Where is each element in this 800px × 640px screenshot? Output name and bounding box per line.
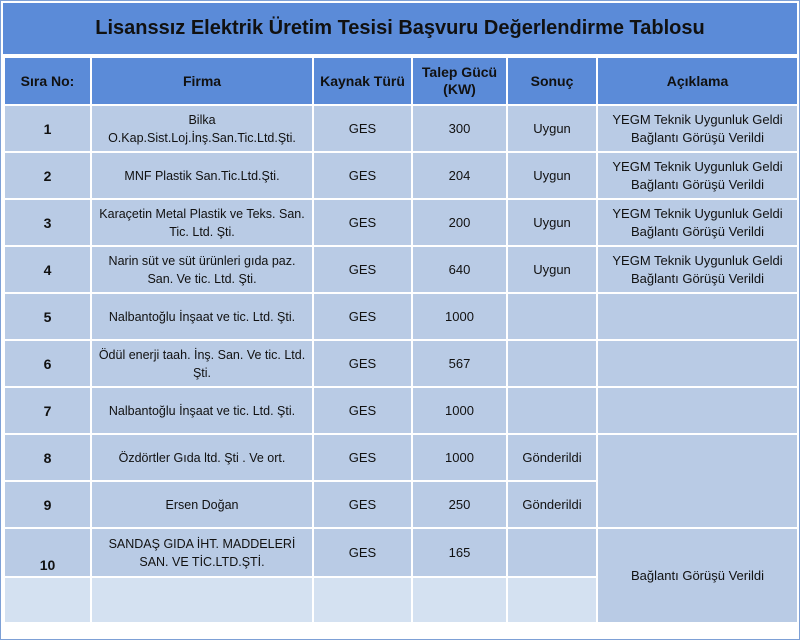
col-header-kaynak: Kaynak Türü — [313, 57, 412, 105]
header-row — [4, 57, 798, 105]
cell-firma: Nalbantoğlu İnşaat ve tic. Ltd. Şti. — [91, 387, 313, 434]
cell-no: 5 — [4, 293, 91, 340]
cell-kaynak: GES — [313, 481, 412, 528]
cell-firma: Ödül enerji taah. İnş. San. Ve tic. Ltd. Şti. — [91, 340, 313, 387]
cell-aciklama — [597, 293, 798, 340]
cell-talep: 1000 — [412, 387, 507, 434]
cell-no: 2 — [4, 152, 91, 199]
cell-talep: 200 — [412, 199, 507, 246]
cell-no: 9 — [4, 481, 91, 528]
table-title: Lisanssız Elektrik Üretim Tesisi Başvuru Değerlendirme Tablosu — [3, 3, 797, 56]
cell-sonuc: Uygun — [507, 199, 597, 246]
table-row — [4, 246, 798, 293]
cell-sonuc: Uygun — [507, 152, 597, 199]
col-header-no: Sıra No: — [4, 57, 91, 105]
table-row — [4, 434, 798, 481]
cell-firma: SANDAŞ GIDA İHT. MADDELERİ SAN. VE TİC.LTD.ŞTİ. — [91, 528, 313, 577]
cell-firma: Bilka O.Kap.Sist.Loj.İnş.San.Tic.Ltd.Şti. — [91, 105, 313, 152]
cell-talep: 204 — [412, 152, 507, 199]
cell-sonuc — [507, 293, 597, 340]
col-header-talep: Talep Gücü (KW) — [412, 57, 507, 105]
cell-sonuc: Uygun — [507, 246, 597, 293]
cell-aciklama: YEGM Teknik Uygunluk Geldi Bağlantı Görüşü Verildi — [597, 105, 798, 152]
cell-sonuc: Gönderildi — [507, 481, 597, 528]
cell-kaynak: GES — [313, 340, 412, 387]
cell-sonuc — [507, 528, 597, 577]
cell-kaynak: GES — [313, 199, 412, 246]
table-row — [4, 387, 798, 434]
cell-talep: 250 — [412, 481, 507, 528]
cell-talep: 1000 — [412, 293, 507, 340]
empty-cell — [4, 577, 91, 623]
cell-talep: 567 — [412, 340, 507, 387]
cell-no: 10 — [4, 528, 91, 577]
empty-cell — [507, 577, 597, 623]
table-row — [4, 293, 798, 340]
cell-sonuc: Uygun — [507, 105, 597, 152]
empty-cell — [91, 577, 313, 623]
cell-aciklama: YEGM Teknik Uygunluk Geldi Bağlantı Görüşü Verildi — [597, 199, 798, 246]
cell-firma: Özdörtler Gıda ltd. Şti . Ve ort. — [91, 434, 313, 481]
cell-sonuc — [507, 387, 597, 434]
cell-kaynak: GES — [313, 246, 412, 293]
empty-cell — [313, 577, 412, 623]
evaluation-table — [3, 56, 799, 624]
cell-talep: 165 — [412, 528, 507, 577]
table-row — [4, 199, 798, 246]
cell-no: 8 — [4, 434, 91, 481]
cell-no: 3 — [4, 199, 91, 246]
table-row — [4, 528, 798, 577]
cell-firma: Narin süt ve süt ürünleri gıda paz. San. Ve tic. Ltd. Şti. — [91, 246, 313, 293]
cell-kaynak: GES — [313, 434, 412, 481]
col-header-sonuc: Sonuç — [507, 57, 597, 105]
cell-kaynak: GES — [313, 293, 412, 340]
table-row — [4, 105, 798, 152]
cell-firma: MNF Plastik San.Tic.Ltd.Şti. — [91, 152, 313, 199]
cell-kaynak: GES — [313, 105, 412, 152]
cell-aciklama — [597, 340, 798, 387]
col-header-firma: Firma — [91, 57, 313, 105]
cell-kaynak: GES — [313, 387, 412, 434]
cell-aciklama: Bağlantı Görüşü Verildi — [597, 528, 798, 623]
cell-sonuc: Gönderildi — [507, 434, 597, 481]
cell-kaynak: GES — [313, 152, 412, 199]
cell-aciklama — [597, 434, 798, 528]
cell-kaynak: GES — [313, 528, 412, 577]
table-row — [4, 152, 798, 199]
cell-firma: Nalbantoğlu İnşaat ve tic. Ltd. Şti. — [91, 293, 313, 340]
cell-aciklama: YEGM Teknik Uygunluk Geldi Bağlantı Görüşü Verildi — [597, 152, 798, 199]
cell-talep: 300 — [412, 105, 507, 152]
cell-no: 4 — [4, 246, 91, 293]
table-row — [4, 340, 798, 387]
cell-firma: Karaçetin Metal Plastik ve Teks. San. Tic. Ltd. Şti. — [91, 199, 313, 246]
cell-no: 1 — [4, 105, 91, 152]
cell-no: 7 — [4, 387, 91, 434]
cell-talep: 1000 — [412, 434, 507, 481]
cell-aciklama: YEGM Teknik Uygunluk Geldi Bağlantı Görüşü Verildi — [597, 246, 798, 293]
cell-aciklama — [597, 387, 798, 434]
cell-firma: Ersen Doğan — [91, 481, 313, 528]
cell-talep: 640 — [412, 246, 507, 293]
cell-sonuc — [507, 340, 597, 387]
col-header-aciklama: Açıklama — [597, 57, 798, 105]
cell-no: 6 — [4, 340, 91, 387]
empty-cell — [412, 577, 507, 623]
